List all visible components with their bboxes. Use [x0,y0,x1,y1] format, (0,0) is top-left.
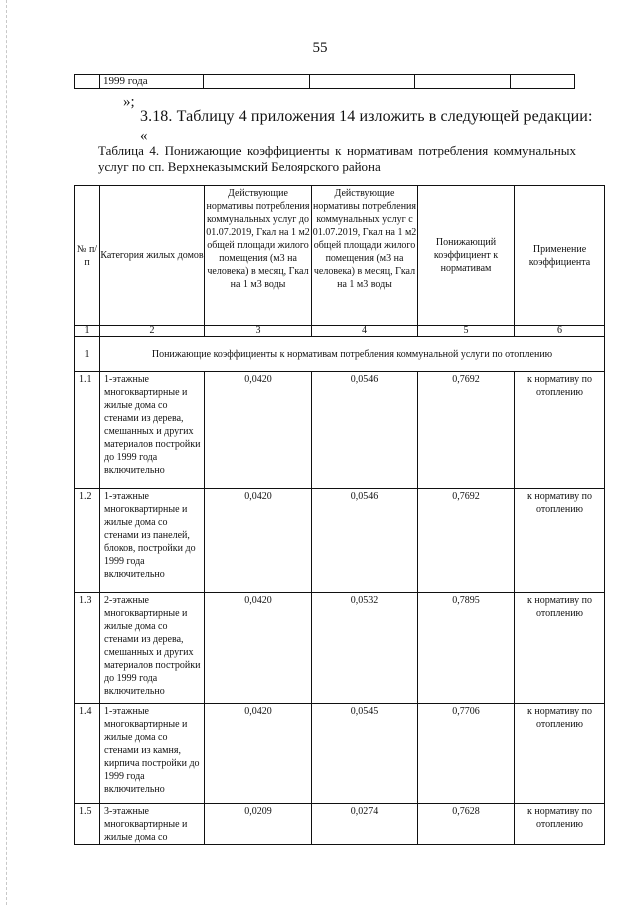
opening-quote: « [140,128,148,144]
row-application: к нормативу по отоплению [515,704,605,804]
column-number: 4 [312,326,418,337]
row-norm-before: 0,0420 [205,593,312,704]
prev-table-cell [511,75,575,89]
coefficients-table [74,185,605,845]
row-norm-after: 0,0546 [312,372,418,489]
row-coefficient: 0,7692 [418,489,515,593]
row-application: к нормативу по отоплению [515,489,605,593]
row-norm-before: 0,0209 [205,804,312,845]
prev-table-cell [204,75,310,89]
column-number: 3 [205,326,312,337]
row-coefficient: 0,7706 [418,704,515,804]
caption-line-2: услуг по сп. Верхнеказымский Белоярского района [98,159,381,174]
prev-table-cell-year: 1999 года [100,75,204,89]
amendment-text: 3.18. Таблицу 4 приложения 14 изложить в следующей редакции: [140,108,593,125]
table-row [75,704,605,804]
page-number: 55 [312,40,328,56]
row-norm-after: 0,0274 [312,804,418,845]
header-norm-after: Действующие нормативы потребления коммунальных услуг с 01.07.2019, Гкал на 1 м2 общей площади жилого помещения (м3 на человека) в месяц, Гкал на 1 м3 воды [312,186,418,326]
section-num: 1 [75,337,100,372]
row-num: 1.4 [75,704,100,804]
row-num: 1.2 [75,489,100,593]
row-norm-after: 0,0545 [312,704,418,804]
row-coefficient: 0,7628 [418,804,515,845]
header-category: Категория жилых домов [100,186,205,326]
table-row [75,489,605,593]
row-application: к нормативу по отоплению [515,804,605,845]
header-application: Применение коэффициента [515,186,605,326]
table-caption [98,143,576,175]
row-category: 1-этажные многоквартирные и жилые дома со стенами из панелей, блоков, постройки до 1999 года включительно [100,489,205,593]
column-number: 6 [515,326,605,337]
header-coefficient: Понижающий коэффициент к нормативам [418,186,515,326]
binding-edge-line [6,0,7,905]
row-application: к нормативу по отоплению [515,372,605,489]
row-coefficient: 0,7692 [418,372,515,489]
section-title: Понижающие коэффициенты к нормативам потребления коммунальной услуги по отоплению [100,337,605,372]
row-application: к нормативу по отоплению [515,593,605,704]
table-row [75,593,605,704]
row-norm-before: 0,0420 [205,489,312,593]
column-number: 2 [100,326,205,337]
row-norm-after: 0,0532 [312,593,418,704]
row-norm-after: 0,0546 [312,489,418,593]
row-category: 3-этажные многоквартирные и жилые дома со [100,804,205,845]
prev-table-cell [310,75,415,89]
row-norm-before: 0,0420 [205,372,312,489]
row-num: 1.5 [75,804,100,845]
row-num: 1.3 [75,593,100,704]
column-number: 1 [75,326,100,337]
row-num: 1.1 [75,372,100,489]
row-category: 1-этажные многоквартирные и жилые дома со стенами из камня, кирпича постройки до 1999 года включительно [100,704,205,804]
table-row [75,804,605,845]
header-num: № п/п [75,186,100,326]
previous-table-fragment [74,74,575,89]
prev-table-cell [415,75,511,89]
caption-line-1: Таблица 4. Понижающие коэффициенты к нормативам потребления коммунальных [98,143,576,158]
row-category: 2-этажные многоквартирные и жилые дома со стенами из дерева, смешанных и других материалов постройки до 1999 года включительно [100,593,205,704]
closing-quote: »; [123,94,135,110]
row-norm-before: 0,0420 [205,704,312,804]
row-coefficient: 0,7895 [418,593,515,704]
prev-table-cell [75,75,100,89]
row-category: 1-этажные многоквартирные и жилые дома со стенами из дерева, смешанных и других материалов постройки до 1999 года включительно [100,372,205,489]
column-number: 5 [418,326,515,337]
header-norm-before: Действующие нормативы потребления коммунальных услуг до 01.07.2019, Гкал на 1 м2 общей площади жилого помещения (м3 на человека) в месяц, Гкал на 1 м3 воды [205,186,312,326]
table-row [75,372,605,489]
